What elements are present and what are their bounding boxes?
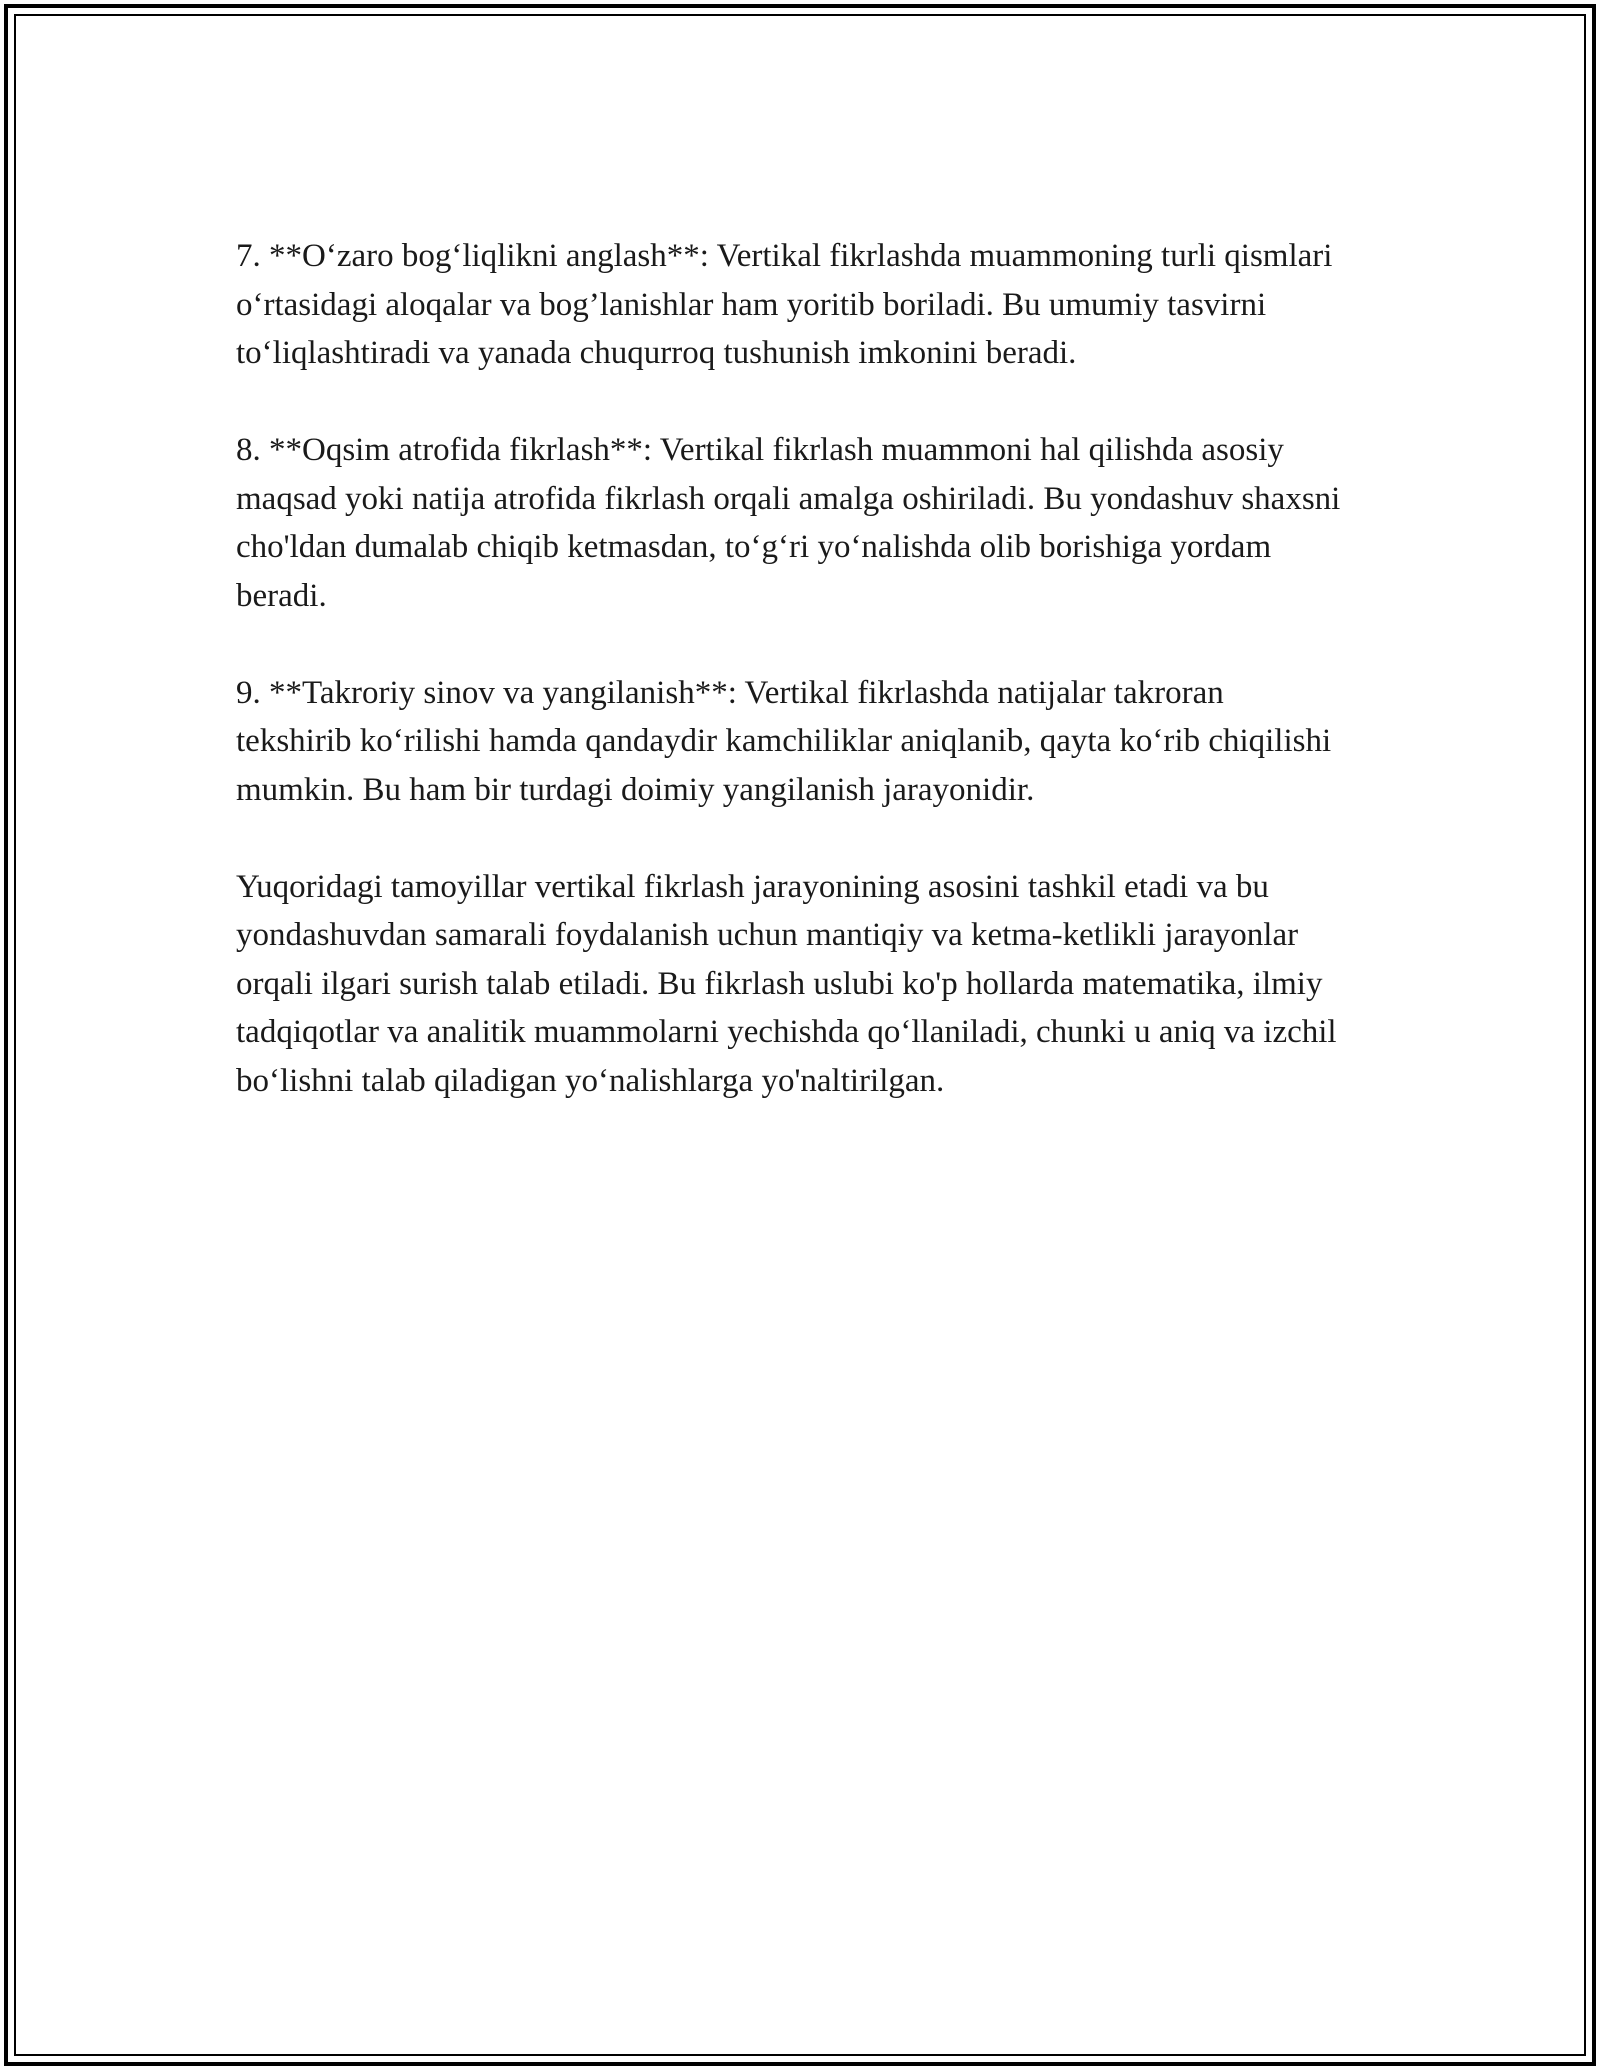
paragraph-item-7: 7. **O‘zaro bog‘liqlikni anglash**: Vertikal fikrlashda muammoning turli qismlari o‘rtasidagi aloqalar va bog’lanishlar ham yoritib boriladi. Bu umumiy tasvirni to‘liqlashtiradi va yanada chuqurroq tushunish imkonini beradi. [236,238,1333,371]
paragraph-item-8: 8. **Oqsim atrofida fikrlash**: Vertikal fikrlash muammoni hal qilishda asosiy maqsad yoki natija atrofida fikrlash orqali amalga oshiriladi. Bu yondashuv shaxsni cho'ldan dumalab chiqib ketmasdan, to‘g‘ri yo‘nalishda olib borishiga yordam beradi. [236,432,1341,614]
paragraph-conclusion: Yuqoridagi tamoyillar vertikal fikrlash jarayonining asosini tashkil etadi va bu yondashuvdan samarali foydalanish uchun mantiqiy va ketma-ketlikli jarayonlar orqali ilgari surish talab etiladi. Bu fikrlash uslubi ko'p hollarda matematika, ilmiy tadqiqotlar va analitik muammolarni yechishda qo‘llaniladi, chunki u aniq va izchil bo‘lishni talab qiladigan yo‘nalishlarga yo'naltirilgan. [236,868,1337,1099]
document-body [236,232,1346,1154]
paragraph-item-9: 9. **Takroriy sinov va yangilanish**: Vertikal fikrlashda natijalar takroran tekshirib ko‘rilishi hamda qandaydir kamchiliklar aniqlanib, qayta ko‘rib chiqilishi mumkin. Bu ham bir turdagi doimiy yangilanish jarayonidir. [236,674,1332,808]
